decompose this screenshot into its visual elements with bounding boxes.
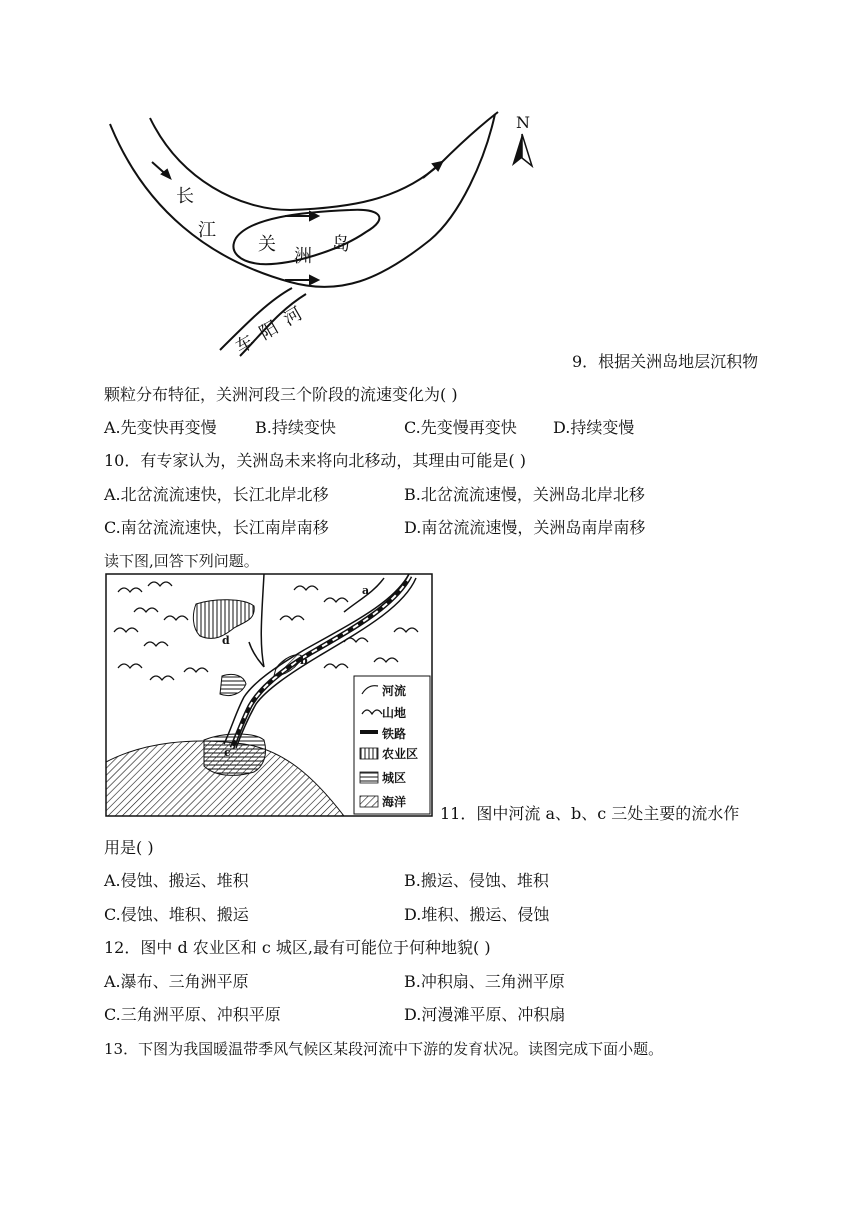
ocean-legend-icon: [360, 796, 378, 807]
q12-option-b[interactable]: B.冲积扇、三角洲平原: [404, 972, 565, 991]
tributary-label: 车: [232, 331, 259, 359]
section-intro: 读下图,回答下列问题。: [104, 552, 259, 570]
river-label-char: 长: [176, 186, 194, 207]
legend-river: 河流: [382, 684, 407, 698]
legend-railway: 铁路: [382, 727, 407, 741]
q12-option-a[interactable]: A.瀑布、三角洲平原: [104, 972, 249, 991]
q11-option-d[interactable]: D.堆积、搬运、侵蚀: [404, 905, 550, 924]
q10-option-c[interactable]: C.南岔流流速快，长江南岸南移: [104, 518, 329, 537]
city-legend-icon: [360, 772, 378, 783]
q9-option-a[interactable]: A.先变快再变慢: [104, 418, 217, 437]
q11-stem-cont: 用是( ): [104, 838, 154, 857]
q10-option-d[interactable]: D.南岔流流速慢，关洲岛南岸南移: [404, 518, 646, 537]
q12-option-d[interactable]: D.河漫滩平原、冲积扇: [404, 1005, 566, 1024]
legend-agriculture: 农业区: [382, 747, 419, 761]
railway-legend-icon: [360, 730, 378, 734]
q9-option-b[interactable]: B.持续变快: [255, 418, 336, 437]
guanzhou-river-map: [100, 100, 560, 360]
river-label-char: 江: [198, 220, 216, 241]
label-b: b: [300, 654, 308, 667]
river-landform-map: [104, 572, 434, 818]
label-c: c: [224, 746, 231, 759]
q11-option-a[interactable]: A.侵蚀、搬运、堆积: [104, 871, 249, 890]
q11-stem: 11．图中河流 a、b、c 三处主要的流水作: [440, 804, 740, 823]
label-a: a: [362, 584, 370, 597]
tributary-label: 阳: [256, 317, 283, 345]
island-label-char: 关: [258, 234, 276, 255]
label-d: d: [222, 634, 230, 647]
legend-mountain: 山地: [382, 706, 407, 720]
q9-stem-cont: 颗粒分布特征，关洲河段三个阶段的流速变化为( ): [104, 385, 458, 404]
legend-city: 城区: [382, 771, 407, 785]
q12-option-c[interactable]: C.三角洲平原、冲积平原: [104, 1005, 281, 1024]
agriculture-legend-icon: [360, 748, 378, 759]
map-legend: [354, 676, 430, 814]
q10-stem: 10．有专家认为，关洲岛未来将向北移动，其理由可能是( ): [104, 451, 526, 470]
q9-stem: 9．根据关洲岛地层沉积物: [572, 352, 759, 371]
q9-option-c[interactable]: C.先变慢再变快: [404, 418, 517, 437]
q10-option-b[interactable]: B.北岔流流速慢，关洲岛北岸北移: [404, 485, 645, 504]
north-arrow-icon: [512, 134, 532, 166]
island-label-char: 洲: [294, 246, 312, 267]
island-label-char: 岛: [332, 234, 350, 255]
north-label: N: [516, 113, 530, 132]
q11-option-c[interactable]: C.侵蚀、堆积、搬运: [104, 905, 249, 924]
q12-stem: 12．图中 d 农业区和 c 城区,最有可能位于何种地貌( ): [104, 938, 491, 957]
legend-ocean: 海洋: [382, 795, 407, 809]
q13-stem: 13．下图为我国暖温带季风气候区某段河流中下游的发育状况。读图完成下面小题。: [104, 1040, 664, 1058]
tributary-label: 河: [280, 303, 307, 331]
q10-option-a[interactable]: A.北岔流流速快，长江北岸北移: [104, 485, 329, 504]
q9-option-d[interactable]: D.持续变慢: [553, 418, 635, 437]
q11-option-b[interactable]: B.搬运、侵蚀、堆积: [404, 871, 549, 890]
